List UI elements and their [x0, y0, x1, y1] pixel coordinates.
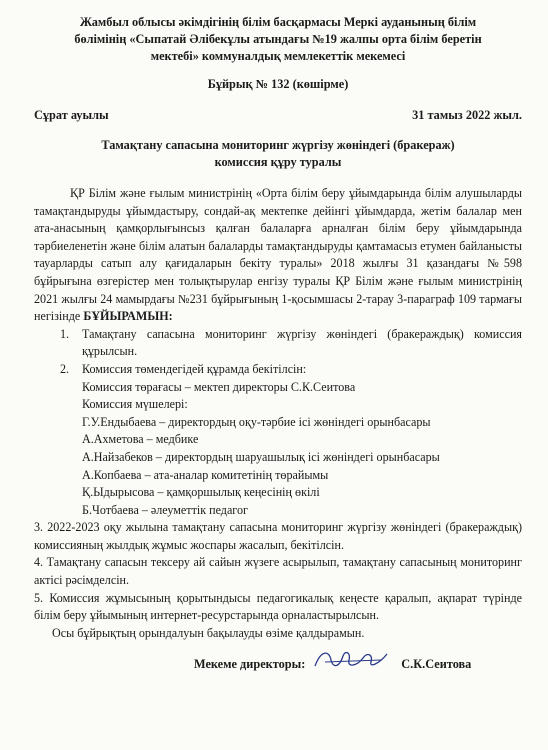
member: А.Копбаева – ата-аналар комитетінің төрайымы: [82, 467, 329, 482]
item-number: 1.: [60, 326, 70, 341]
header-line-1: Жамбыл облысы әкімдігінің білім басқармасы Меркі ауданының білім: [79, 15, 477, 29]
order-word: БҰЙЫРАМЫН:: [83, 309, 173, 324]
members-label: Комиссия мүшелері:: [82, 397, 188, 412]
organization-header: [34, 14, 522, 65]
member: Б.Чотбаева – әлеуметтік педагог: [82, 502, 248, 517]
member: Г.У.Ендыбаева – директордың оқу-тәрбие ісі жөніндегі орынбасары: [82, 414, 431, 429]
item-text: Тамақтану сапасына мониторинг жүргізу жөніндегі (бракераждық) комиссия құрылсын.: [82, 326, 522, 359]
member: А.Ахметова – медбике: [82, 432, 199, 447]
signature-block: [34, 646, 522, 672]
preamble-text: ҚР Білім және ғылым министрінің «Орта білім беру ұйымдарында білім алушыларды тамақтандыруды ұйымдастыру, сондай-ақ мектепке дейінгі ұйымдарда, жетім балалар мен ата-анасының қамқорлығынсыз қалған балаларға арналған білім беру ұйымдарында тәрбиеленетін және білім алатын балаларды тамақтандыруды қамтамасыз етумен байланысты тауарларды сатып алу қағидаларын бекіту туралы» 2018 жылғы 31 қазандағы №598 бұйрығына өзгерістер мен толықтырулар енгізу туралы ҚР Білім және ғылым министрінің 2021 жылғы 24 мамырдағы №231 бұйрығының 1-қосымшасы 2-тарау 3-параграф 109 тармағы негізінде: [34, 186, 522, 324]
list-item: [34, 361, 522, 519]
handwritten-signature-icon: [311, 646, 391, 672]
header-line-2: бөлімінің «Сыпатай Әлібекұлы атындағы №19 жалпы орта білім беретін: [74, 32, 482, 46]
place: Сұрат ауылы: [34, 108, 109, 122]
signatory-name: С.К.Сеитова: [401, 657, 472, 672]
paragraph-3: 3. 2022-2023 оқу жылына тамақтану сапасына мониторинг жүргізу жөніндегі (бракераждық) комиссияның жылдық жұмыс жоспары жасалып, бекітілсін.: [34, 520, 522, 552]
document-body: [34, 185, 522, 642]
place-date-row: [34, 108, 522, 123]
signatory-role: Мекеме директоры:: [194, 657, 306, 672]
order-number: Бұйрық № 132 (көшірме): [207, 77, 349, 91]
commission-composition: [82, 379, 522, 520]
member: А.Найзабеков – директордың шаруашылық ісі жөніндегі орынбасары: [82, 449, 440, 464]
document-title: [34, 137, 522, 171]
paragraph-5: 5. Комиссия жұмысының қорытындысы педагогикалық кеңесте қаралып, ақпарат түрінде білім беру ұйымының интернет-ресурстарында орналастырылсын.: [34, 590, 522, 623]
member: Қ.Ыдырысова – қамқоршылық кеңесінің өкілі: [82, 485, 320, 500]
paragraph-4: 4. Тамақтану сапасын тексеру ай сайын жүзеге асырылып, тамақтану сапасының мониторинг актісі рәсімделсін.: [34, 555, 522, 588]
date: 31 тамыз 2022 жыл.: [412, 108, 522, 122]
commission-chair: Комиссия төрағасы – мектеп директоры С.К.Сеитова: [82, 379, 356, 394]
preamble: [34, 185, 522, 326]
title-line-2: комиссия құру туралы: [214, 155, 342, 169]
title-line-1: Тамақтану сапасына мониторинг жүргізу жөніндегі (бракераж): [101, 138, 455, 152]
item-number: 2.: [60, 361, 70, 376]
header-line-3: мектебі» коммуналдық мемлекеттік мекемесі: [150, 49, 406, 63]
closing-statement: Осы бұйрықтың орындалуын бақылауды өзіме қалдырамын.: [52, 625, 365, 640]
item-text: Комиссия төмендегідей құрамда бекітілсін:: [82, 361, 307, 376]
list-item: [34, 326, 522, 361]
order-items: [34, 326, 522, 520]
